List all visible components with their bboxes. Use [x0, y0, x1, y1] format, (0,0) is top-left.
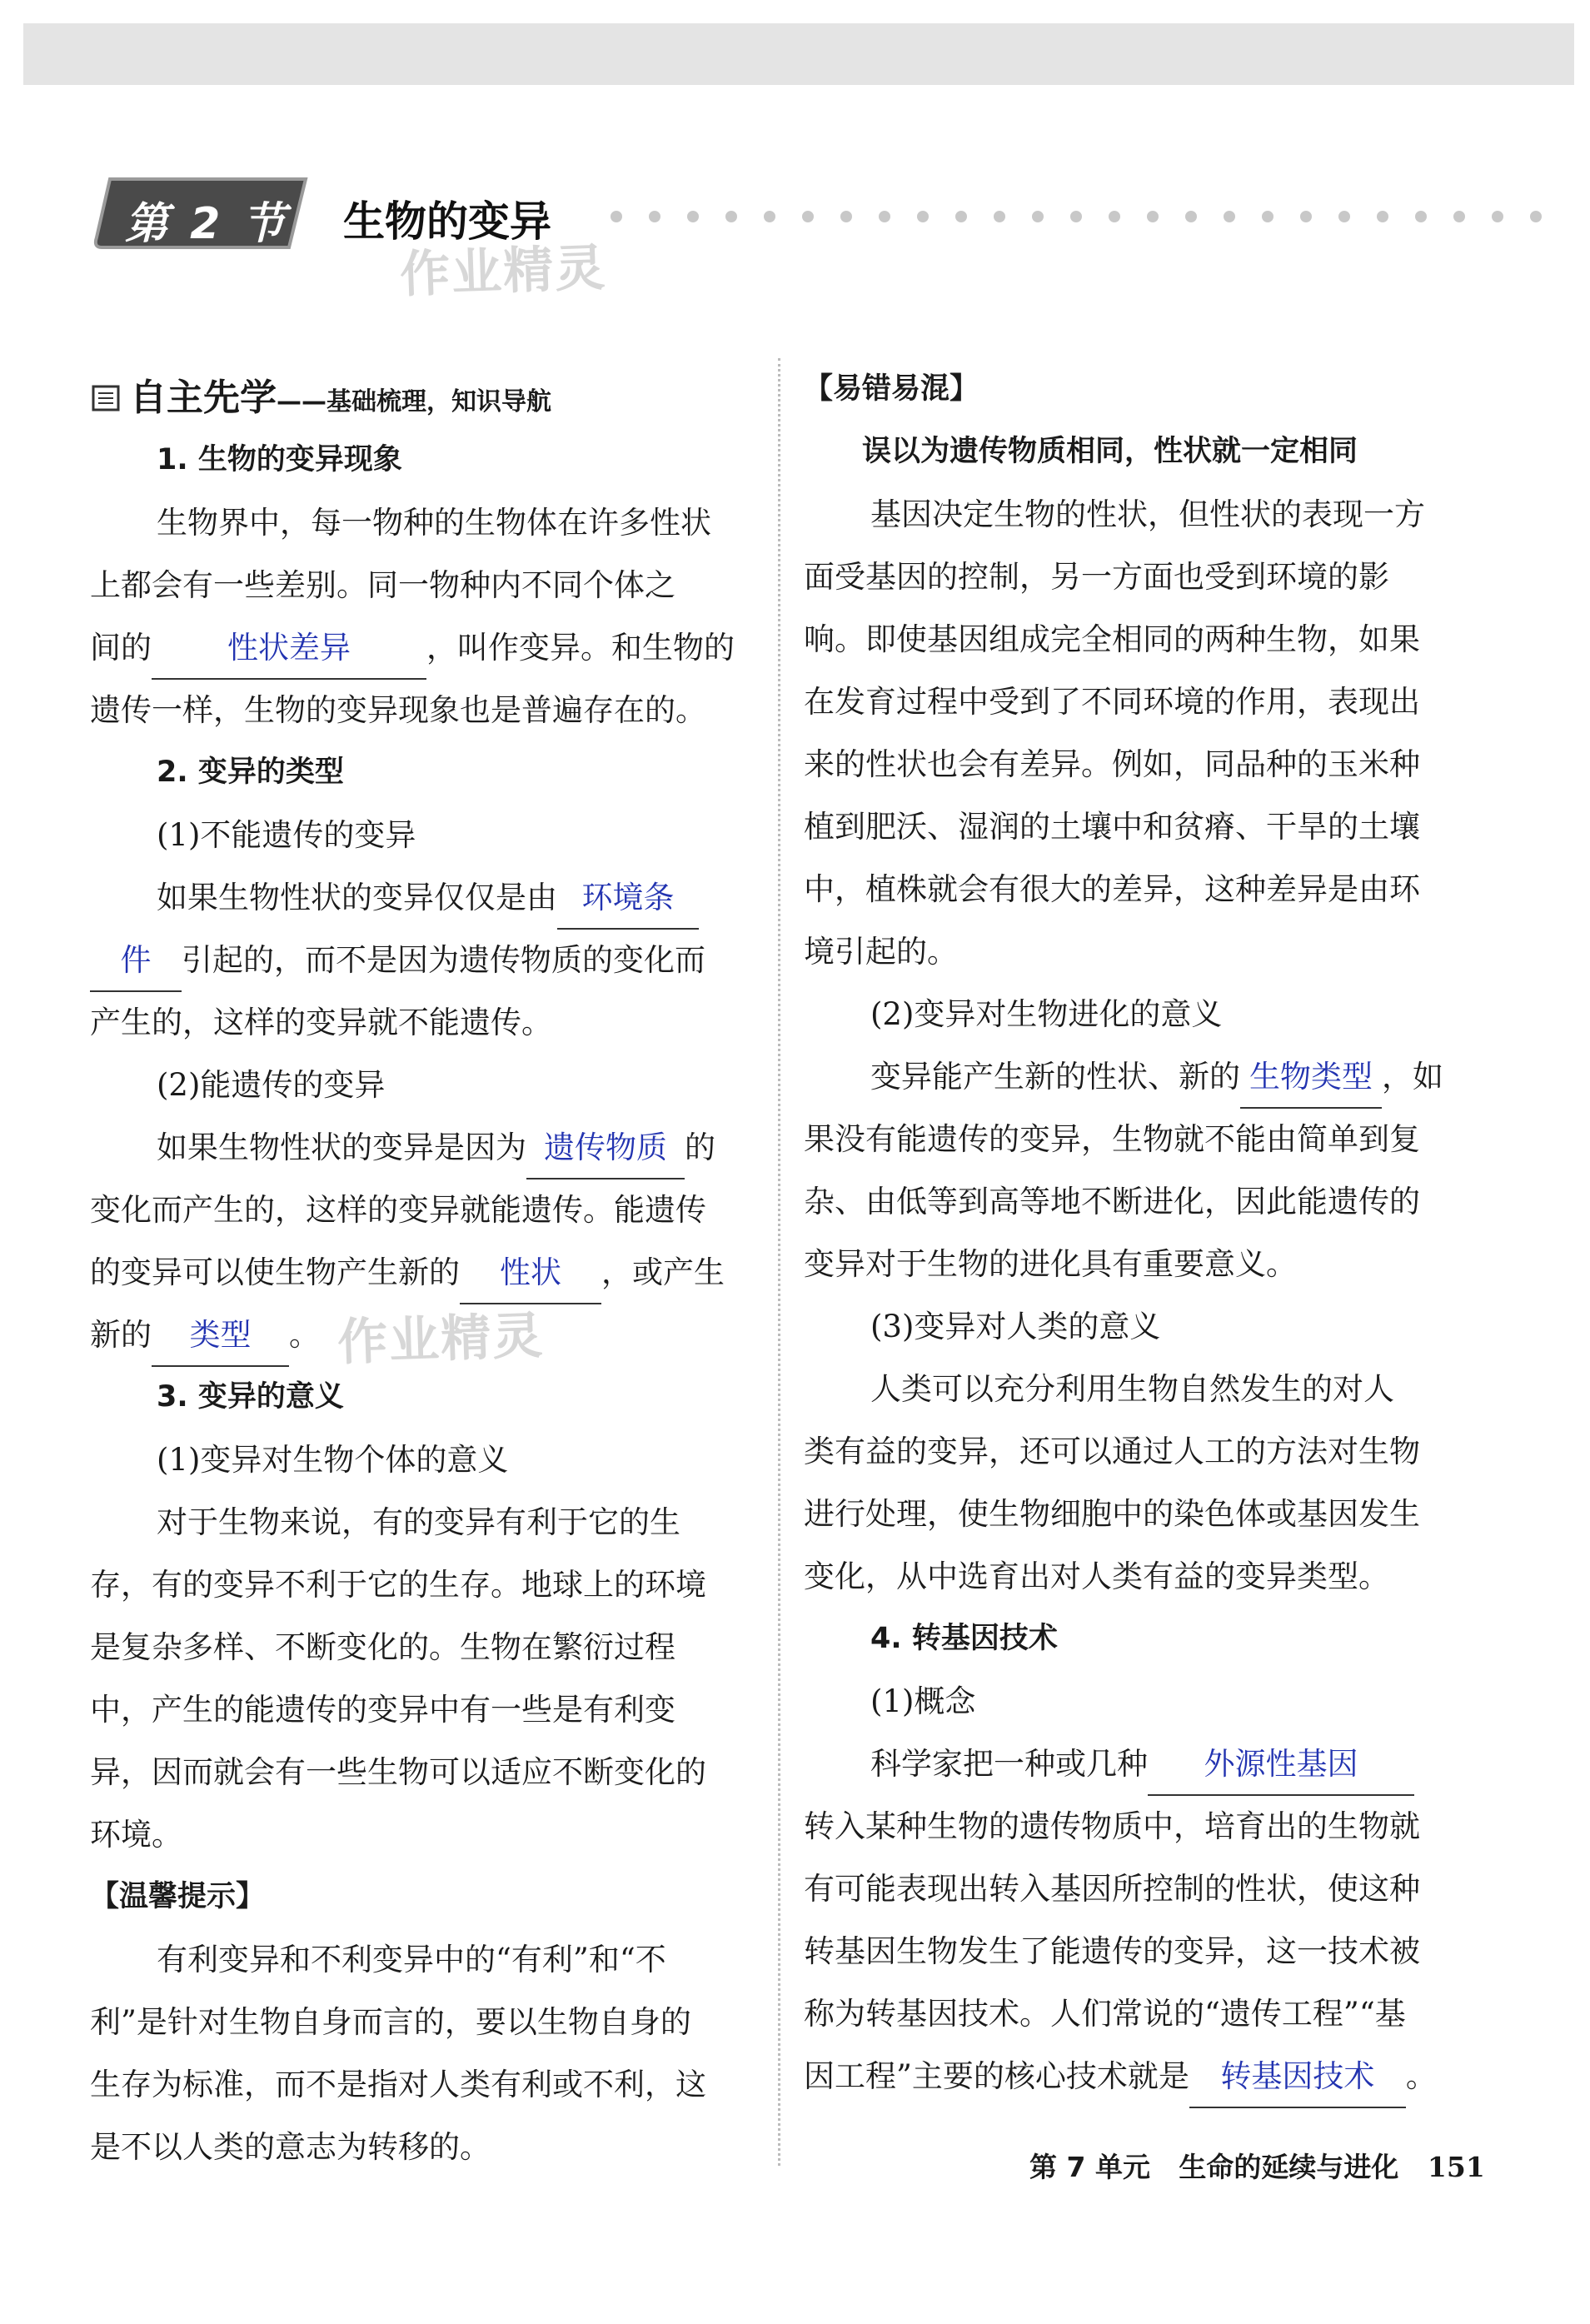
- paragraph-line: [804, 1045, 1470, 1108]
- text: 科学家把一种或几种: [870, 1746, 1148, 1782]
- paragraph-line: 异，因而就会有一些生物可以适应不断变化的: [90, 1754, 706, 1790]
- answer-blank[interactable]: [152, 1312, 289, 1367]
- paragraph-line: [804, 2045, 1470, 2107]
- page-footer: [1029, 2146, 1485, 2185]
- subheading: (2)变异对生物进化的意义: [870, 996, 1223, 1032]
- paragraph-line: 变异对于生物的进化具有重要意义。: [804, 1246, 1297, 1282]
- answer-blank[interactable]: [90, 937, 182, 992]
- paragraph-line: 生存为标准，而不是指对人类有利或不利，这: [90, 2067, 706, 2102]
- text: 间的: [90, 630, 152, 666]
- text: ，如: [1382, 1059, 1443, 1095]
- paragraph-line: 变化，从中选育出对人类有益的变异类型。: [804, 1558, 1389, 1594]
- paragraph-line: 面受基因的控制，另一方面也受到环境的影: [804, 559, 1389, 595]
- paragraph-line: [90, 866, 756, 929]
- footer-unit: 第 7 单元: [1029, 2151, 1150, 2183]
- answer-blank[interactable]: [152, 625, 426, 680]
- err-title: 【易错易混】: [804, 372, 979, 406]
- text: 如果生物性状的变异仅仅是由: [157, 880, 557, 915]
- handwritten-answer: 性状差异: [227, 630, 351, 666]
- paragraph-line: 转基因生物发生了能遗传的变异，这一技术被: [804, 1933, 1420, 1969]
- handwritten-answer: 环境条: [581, 880, 675, 915]
- paragraph-line: [90, 1304, 756, 1366]
- answer-blank[interactable]: [557, 875, 699, 930]
- paragraph-line: 变化而产生的，这样的变异就能遗传。能遗传: [90, 1192, 706, 1228]
- subheading: (1)不能遗传的变异: [157, 817, 416, 853]
- paragraph-line: 上都会有一些差别。同一物种内不同个体之: [90, 567, 675, 603]
- handwritten-answer: 性状: [500, 1254, 561, 1290]
- handwritten-answer: 生物类型: [1249, 1059, 1373, 1095]
- paragraph-line: [90, 1241, 756, 1304]
- page-title: 生物的变异: [343, 197, 551, 246]
- text: 。: [1405, 2058, 1437, 2094]
- err-subtitle: 误以为遗传物质相同，性状就一定相同: [862, 435, 1358, 468]
- text: 的: [685, 1130, 715, 1165]
- s4-title: 4. 转基因技术: [870, 1622, 1058, 1655]
- section-subheading: ——基础梳理，知识导航: [277, 387, 551, 416]
- subheading: (2)能遗传的变异: [157, 1067, 386, 1103]
- handwritten-answer: 转基因技术: [1220, 2058, 1375, 2094]
- handwritten-answer: 外源性基因: [1204, 1746, 1358, 1782]
- text: 因工程”主要的核心技术就是: [804, 2058, 1189, 2094]
- paragraph-line: 杂、由低等到高等地不断进化，因此能遗传的: [804, 1184, 1420, 1219]
- answer-blank[interactable]: [1189, 2053, 1406, 2108]
- section-heading: 自主先学: [130, 377, 277, 419]
- text: 如果生物性状的变异是因为: [157, 1130, 526, 1165]
- paragraph-line: 产生的，这样的变异就不能遗传。: [90, 1005, 552, 1040]
- subheading: (1)变异对生物个体的意义: [157, 1442, 509, 1478]
- paragraph-line: 基因决定生物的性状，但性状的表现一方: [870, 496, 1425, 532]
- s3-title: 3. 变异的意义: [157, 1380, 344, 1414]
- top-scan-bar: [23, 23, 1574, 85]
- paragraph-line: 遗传一样，生物的变异现象也是普遍存在的。: [90, 692, 706, 728]
- left-column: [90, 367, 756, 2178]
- paragraph-line: 利”是针对生物自身而言的，要以生物自身的: [90, 2004, 691, 2040]
- handwritten-answer: 件: [120, 942, 152, 978]
- paragraph-line: 在发育过程中受到了不同环境的作用，表现出: [804, 684, 1420, 720]
- handwritten-answer: 遗传物质: [544, 1130, 667, 1165]
- paragraph-line: 来的性状也会有差异。例如，同品种的玉米种: [804, 746, 1420, 782]
- paragraph-line: 生物界中，每一物种的生物体在许多性状: [157, 505, 711, 541]
- paragraph-line: [90, 616, 756, 679]
- page-number: 151: [1427, 2151, 1485, 2183]
- handwritten-answer: 类型: [189, 1317, 252, 1353]
- paragraph-line: 中，产生的能遗传的变异中有一些是有利变: [90, 1692, 675, 1728]
- column-divider: [778, 358, 780, 2166]
- answer-blank[interactable]: [1148, 1741, 1414, 1796]
- paragraph-line: 响。即使基因组成完全相同的两种生物，如果: [804, 621, 1420, 657]
- paragraph-line: 转入某种生物的遗传物质中，培育出的生物就: [804, 1808, 1420, 1844]
- section-badge: 第 2 节: [125, 199, 289, 249]
- watermark: 作业精灵: [336, 1306, 546, 1373]
- paragraph-line: 植到肥沃、湿润的土壤中和贫瘠、干旱的土壤: [804, 809, 1420, 845]
- paragraph-line: 存，有的变异不利于它的生存。地球上的环境: [90, 1567, 706, 1603]
- title-dots-decoration: [608, 208, 1566, 225]
- paragraph-line: 是不以人类的意志为转移的。: [90, 2129, 491, 2165]
- text: 新的: [90, 1317, 152, 1353]
- s1-title: 1. 生物的变异现象: [157, 443, 402, 476]
- paragraph-line: 类有益的变异，还可以通过人工的方法对生物: [804, 1434, 1420, 1469]
- footer-title: 生命的延续与进化: [1179, 2151, 1399, 2183]
- text: 。: [289, 1317, 320, 1353]
- paragraph-line: [804, 1733, 1470, 1795]
- answer-blank[interactable]: [460, 1249, 601, 1304]
- subheading: (3)变异对人类的意义: [870, 1309, 1161, 1344]
- answer-blank[interactable]: [1240, 1054, 1382, 1109]
- paragraph-line: [90, 1116, 756, 1179]
- right-column: [804, 358, 1470, 2107]
- answer-blank[interactable]: [526, 1125, 685, 1179]
- text: 变异能产生新的性状、新的: [870, 1059, 1240, 1095]
- paragraph-line: 有利变异和不利变异中的“有利”和“不: [157, 1942, 666, 1977]
- s2-title: 2. 变异的类型: [157, 756, 344, 789]
- tip-title: 【温馨提示】: [90, 1880, 266, 1913]
- paragraph-line: 果没有能遗传的变异，生物就不能由简单到复: [804, 1121, 1420, 1157]
- paragraph-line: 称为转基因技术。人们常说的“遗传工程”“基: [804, 1996, 1406, 2032]
- paragraph-line: 对于生物来说，有的变异有利于它的生: [157, 1504, 680, 1540]
- text: ，叫作变异。和生物的: [426, 630, 735, 666]
- book-icon: [90, 382, 123, 415]
- subheading: (1)概念: [870, 1683, 976, 1719]
- text: ，或产生: [601, 1254, 725, 1290]
- text: 引起的，而不是因为遗传物质的变化而: [182, 942, 705, 978]
- text: 的变异可以使生物产生新的: [90, 1254, 460, 1290]
- paragraph-line: 有可能表现出转入基因所控制的性状，使这种: [804, 1871, 1420, 1907]
- paragraph-line: 中，植株就会有很大的差异，这种差异是由环: [804, 871, 1420, 907]
- paragraph-line: 人类可以充分利用生物自然发生的对人: [870, 1371, 1394, 1407]
- watermark: 作业精灵: [399, 238, 608, 305]
- paragraph-line: [90, 929, 756, 991]
- paragraph-line: 境引起的。: [804, 934, 958, 970]
- paragraph-line: 进行处理，使生物细胞中的染色体或基因发生: [804, 1496, 1420, 1532]
- paragraph-line: 是复杂多样、不断变化的。生物在繁衍过程: [90, 1629, 675, 1665]
- paragraph-line: 环境。: [90, 1817, 182, 1853]
